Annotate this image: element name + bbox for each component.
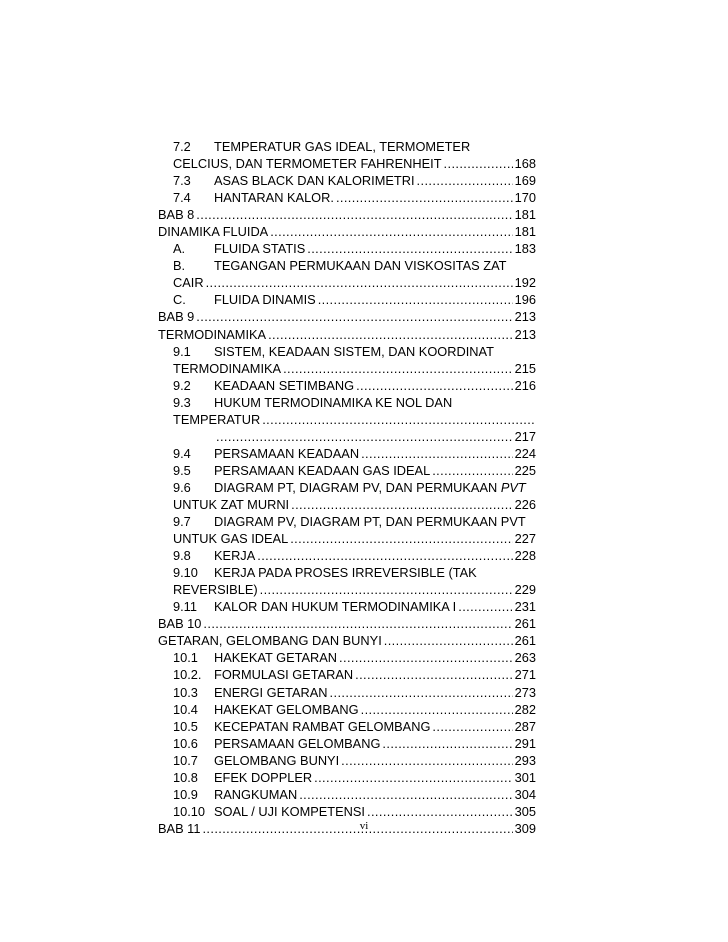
section-number: 10.1: [173, 650, 198, 666]
dot-leader: [307, 240, 512, 257]
dot-leader: [318, 291, 513, 308]
page-number: 215: [514, 360, 536, 376]
toc-entry-9-10-cont: [158, 581, 536, 598]
toc-chapter-10: [158, 615, 536, 632]
page-number: 181: [514, 207, 536, 223]
page-number: 231: [514, 599, 536, 615]
toc-entry-9-7-cont: [158, 530, 536, 547]
toc-entry-10-4: [158, 701, 536, 718]
page-number: 169: [514, 173, 536, 189]
toc-entry-10-2: [158, 666, 536, 683]
section-number: 9.7: [173, 514, 191, 530]
dot-leader: [355, 666, 513, 683]
toc-entry-10-8: [158, 769, 536, 786]
dot-leader: [458, 598, 512, 615]
section-number: C.: [173, 292, 186, 308]
page-number: 301: [514, 769, 536, 785]
dot-leader: [196, 206, 512, 223]
section-title: GELOMBANG BUNYI: [214, 752, 340, 768]
section-title: PERSAMAAN KEADAAN: [214, 445, 360, 461]
dot-leader: [432, 462, 512, 479]
dot-leader: [444, 155, 513, 172]
page-number: 228: [514, 548, 536, 564]
section-title: FORMULASI GETARAN: [214, 667, 354, 683]
toc-entry-b-cont: [158, 274, 536, 291]
section-number: 10.8: [173, 769, 198, 785]
toc-entry-9-4: [158, 445, 536, 462]
dot-leader: [330, 684, 513, 701]
section-title: SISTEM, KEADAAN SISTEM, DAN KOORDINAT: [214, 343, 494, 359]
page-number: 225: [514, 462, 536, 478]
toc-entry-10-1: [158, 649, 536, 666]
chapter-title: DINAMIKA FLUIDA: [158, 224, 269, 240]
toc-entry-9-3-cont: [158, 411, 536, 428]
toc-chapter-8: [158, 206, 536, 223]
toc-entry-9-6: [158, 479, 536, 496]
toc-entry-10-10: [158, 803, 536, 820]
section-title: KERJA PADA PROSES IRREVERSIBLE (TAK: [214, 565, 477, 581]
dot-leader: [260, 581, 513, 598]
toc-entry-c: [158, 291, 536, 308]
page-number: 196: [514, 292, 536, 308]
section-title: DIAGRAM PT, DIAGRAM PV, DAN PERMUKAAN: [214, 479, 498, 495]
section-number: 9.6: [173, 479, 191, 495]
toc-entry-10-9: [158, 786, 536, 803]
section-number: 9.11: [173, 599, 197, 615]
section-number: 7.4: [173, 190, 191, 206]
toc-entry-10-7: [158, 752, 536, 769]
page-number: 216: [514, 377, 536, 393]
page-number: 224: [514, 445, 536, 461]
toc-entry-7-3: [158, 172, 536, 189]
section-number: 10.6: [173, 735, 198, 751]
section-number: 10.2.: [173, 667, 202, 683]
toc-entry-9-5: [158, 462, 536, 479]
dot-leader: [216, 428, 513, 445]
section-title: REVERSIBLE): [173, 582, 258, 598]
section-number: 9.2: [173, 377, 191, 393]
table-of-contents: [158, 138, 536, 837]
section-number: 9.1: [173, 343, 191, 359]
section-title: ENERGI GETARAN: [214, 684, 328, 700]
section-title: TERMODINAMIKA: [173, 360, 282, 376]
section-number: 9.8: [173, 548, 191, 564]
section-title: FLUIDA STATIS: [214, 241, 306, 257]
section-number: 7.2: [173, 139, 191, 154]
section-title: PERSAMAAN KEADAAN GAS IDEAL: [214, 462, 431, 478]
dot-leader: [203, 615, 512, 632]
page-number: 271: [514, 667, 536, 683]
page-number: 217: [514, 428, 536, 444]
page-number: 213: [514, 326, 536, 342]
toc-entry-9-3: [158, 394, 536, 411]
toc-entry-10-6: [158, 735, 536, 752]
section-title: TEMPERATUR GAS IDEAL, TERMOMETER: [214, 139, 471, 154]
page-number: 226: [514, 496, 536, 512]
dot-leader: [367, 803, 513, 820]
section-title: KECEPATAN RAMBAT GELOMBANG: [214, 718, 431, 734]
section-number: 7.3: [173, 173, 191, 189]
dot-leader: [206, 274, 513, 291]
page-number: 305: [514, 803, 536, 819]
dot-leader: [290, 530, 512, 547]
page-number: 170: [514, 190, 536, 206]
chapter-title: BAB 10: [158, 616, 202, 632]
section-title: HANTARAN KALOR.: [214, 190, 334, 206]
page-number: 192: [514, 275, 536, 291]
toc-entry-a: [158, 240, 536, 257]
page-number: 261: [514, 616, 536, 632]
section-title: CELCIUS, DAN TERMOMETER FAHRENHEIT: [173, 156, 442, 172]
dot-leader: [361, 701, 513, 718]
dot-leader: [356, 377, 513, 394]
toc-entry-9-10: [158, 564, 536, 581]
page-number: 183: [514, 241, 536, 257]
dot-leader: [262, 411, 534, 428]
section-title: TEGANGAN PERMUKAAN DAN VISKOSITAS ZAT: [214, 258, 507, 274]
page-number: 304: [514, 786, 536, 802]
section-title: HAKEKAT GETARAN: [214, 650, 338, 666]
page-number: 213: [514, 309, 536, 325]
section-title: FLUIDA DINAMIS: [214, 292, 316, 308]
toc-entry-7-2: [158, 138, 536, 155]
dot-leader: [432, 718, 512, 735]
section-title: SOAL / UJI KOMPETENSI: [214, 803, 365, 819]
section-title-italic: PVT: [500, 479, 526, 495]
page-number: 293: [514, 752, 536, 768]
page-number: 168: [514, 156, 536, 172]
toc-chapter-title-fluida: [158, 223, 536, 240]
toc-entry-9-2: [158, 377, 536, 394]
toc-entry-9-7: [158, 513, 536, 530]
section-title: DIAGRAM PV, DIAGRAM PT, DAN PERMUKAAN PVT: [214, 514, 526, 530]
toc-entry-10-5: [158, 718, 536, 735]
toc-entry-9-11: [158, 598, 536, 615]
section-number: 9.3: [173, 394, 191, 410]
section-title: EFEK DOPPLER: [214, 769, 313, 785]
toc-entry-9-1: [158, 343, 536, 360]
chapter-title: BAB 9: [158, 309, 195, 325]
dot-leader: [283, 360, 513, 377]
page-number: 309: [514, 820, 536, 836]
page-number: 273: [514, 684, 536, 700]
dot-leader: [361, 445, 513, 462]
toc-chapter-title-getaran: [158, 632, 536, 649]
section-title: KEADAAN SETIMBANG: [214, 377, 355, 393]
section-number: 10.5: [173, 718, 198, 734]
page-number: 181: [514, 224, 536, 240]
page-number: 227: [514, 531, 536, 547]
toc-chapter-title-termodinamika: [158, 326, 536, 343]
section-number: 9.10: [173, 565, 198, 581]
toc-chapter-9: [158, 308, 536, 325]
page-number: 282: [514, 701, 536, 717]
toc-entry-9-8: [158, 547, 536, 564]
chapter-title: BAB 8: [158, 207, 195, 223]
section-number: 10.3: [173, 684, 198, 700]
dot-leader: [257, 547, 512, 564]
page-number: 263: [514, 650, 536, 666]
toc-entry-7-4: [158, 189, 536, 206]
toc-entry-b: [158, 257, 536, 274]
dot-leader: [384, 632, 513, 649]
footer-page-number: vi: [359, 820, 369, 832]
dot-leader: [417, 172, 513, 189]
page-number: 229: [514, 582, 536, 598]
dot-leader: [291, 496, 513, 513]
section-title: CAIR: [173, 275, 204, 291]
toc-entry-9-3-page: [158, 428, 536, 445]
dot-leader: [270, 223, 512, 240]
section-number: B.: [173, 258, 186, 274]
section-title: ASAS BLACK DAN KALORIMETRI: [214, 173, 415, 189]
dot-leader: [299, 786, 512, 803]
section-title: RANGKUMAN: [214, 786, 298, 802]
page-number: 291: [514, 735, 536, 751]
section-title: HUKUM TERMODINAMIKA KE NOL DAN: [214, 394, 453, 410]
section-number: 9.4: [173, 445, 191, 461]
dot-leader: [196, 308, 512, 325]
section-title: KALOR DAN HUKUM TERMODINAMIKA I: [214, 599, 457, 615]
chapter-title: GETARAN, GELOMBANG DAN BUNYI: [158, 633, 382, 649]
toc-entry-7-2-cont: [158, 155, 536, 172]
chapter-title: TERMODINAMIKA: [158, 326, 267, 342]
chapter-title: BAB 11: [158, 820, 201, 836]
dot-leader: [336, 189, 513, 206]
section-number: A.: [173, 241, 186, 257]
toc-entry-10-3: [158, 684, 536, 701]
dot-leader: [341, 752, 512, 769]
section-number: 10.7: [173, 752, 198, 768]
section-number: 10.4: [173, 701, 198, 717]
page-number: 261: [514, 633, 536, 649]
section-number: 10.10: [173, 803, 206, 819]
section-title: UNTUK GAS IDEAL: [173, 531, 289, 547]
dot-leader: [339, 649, 513, 666]
dot-leader: [382, 735, 512, 752]
section-title: KERJA: [214, 548, 256, 564]
page-number: 287: [514, 718, 536, 734]
dot-leader: [268, 326, 513, 343]
section-title: HAKEKAT GELOMBANG: [214, 701, 359, 717]
section-title: UNTUK ZAT MURNI: [173, 496, 290, 512]
section-title: TEMPERATUR: [173, 411, 261, 427]
toc-entry-9-1-cont: [158, 360, 536, 377]
section-number: 9.5: [173, 462, 191, 478]
section-title: PERSAMAAN GELOMBANG: [214, 735, 381, 751]
section-number: 10.9: [173, 786, 198, 802]
dot-leader: [314, 769, 513, 786]
toc-entry-9-6-cont: [158, 496, 536, 513]
